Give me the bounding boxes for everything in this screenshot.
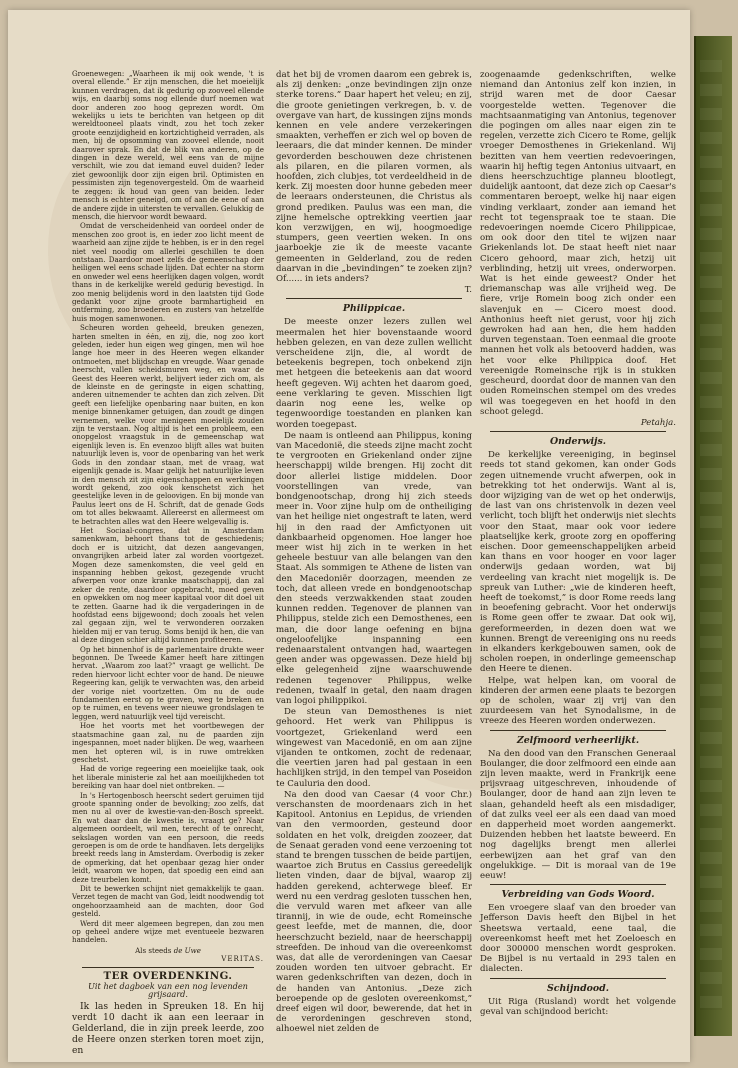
paragraph: De meeste onzer lezers zullen wel meermalen het hier bovenstaande woord hebben gelezen, en van deze zullen wellicht verscheidene zijn, die, al wordt de beteekenis begrepen, toch onbekend zijn met hetgeen die beteekenis aan dat woord heeft gegeven. Wij achten het daarom goed, eene verklaring te geven. Misschien ligt daarin nog eene les, welke op tegenwoordige toestanden en planken kan worden toegepast. [276,317,472,430]
paragraph: Het Sociaal-congres, dat in Amsterdam samenkwam, behoort thans tot de geschiedenis; doch er is uitzicht, dat dezen aangevangen, onvangrijken arbeid later zal worden voortgezet. Mogen deze samenkomsten, die veel geld en inspanning hebben gekost, gezegende vrucht afwerpen voor onze kranke maatschappij, dan zal zeker de rente, daardoor opgebracht, moed geven en opwekken om nog meer kapitaal voor dit doel uit te zetten. Gaarne had ik die vergaderingen in de hoofdstad eens bijgewoond; doch zooals het velen zal gegaan zijn, wel te verwonderen oorzaken hielden mij er van terug. Soms benijd ik hen, die van al deze dingen schier altijd kunnen profiteeren. [72,525,264,645]
paragraph: Omdat de verscheidenheid van oordeel onder de menschen zoo groot is, en ieder zoo licht meent de waarheid aan zijne zijde te hebben, is er in den regel niet veel noodig om allerlei geschillen te doen ontstaan. Daardoor moet zelfs de gemeenschap der heiligen wel eens schade lijden. Dat echter na storm en onweder wel eens heerlijken dagen volgen, wordt thans in de kerkelijke wereld gedurig bevestigd. In zoo menig belijdenis word in den laatsten tijd Gode gedankt voor zijne groote barmhartigheid en ontferming, zoo broederen en zusters van hetzelfde huis mogen samenwonen. [72,221,264,323]
paragraph: Dit te bewerken schijnt niet gemakkelijk te gaan. Verzet tegen de macht van God, leidt noodwendig tot ongehoorzaamheid aan de machten, door God gesteld. [72,884,264,919]
section-divider [490,730,666,731]
section-title-schijndood: Schijndood. [547,982,609,994]
section-title-zelfmoord: Zelfmoord verheerlijkt. [516,734,640,746]
section-title-philippicae: Philippicae. [342,303,406,315]
paragraph: Groenewegen: „Waarheen ik mij ook wende, 't is overal ellende.” Er zijn menschen, die het moeielijk kunnen verdragen, dat ik gedurig op zooveel ellende wijs, en daarbij soms nog ellende durf noemen wat door anderen zoo hoog geprezen wordt. Om wekelijks u iets te berichten van hetgeen op dit wereldtooneel plaats vindt, zou het toch zeker groote eenzijdigheid en kortzichtigheid verraden, als men, bij de opsomming van zooveel ellende, nooit daarover sprak. En dat de blik van anderen, op de dingen in deze wereld, wel eens van de mijne verschilt, wie zou dat iemand euvel duiden? Ieder ziet gewoonlijk door zijn eigen bril. Optimisten en pessimisten zijn tegenovergesteld. Om de waarheid te zeggen: ik houd van geen van beiden. Ieder mensch is echter geneigd, om of aan de eene of aan de andere zijde in uitersten te vervallen. Gelukkig de mensch, die hiervoor wordt bewaard. [72,69,264,221]
paragraph: Scheuren worden geheeld, breuken genezen, harten smelten in één, en zij, die, nog zoo kort geleden, ieder hun eigen weg gingen, men wil hoe lange hoe meer in des Heeren wegen elkander ontmoeten, met blijdschap en vreugde. Waar genade heerscht, vallen scheidsmuren weg, en waar de Geest des Heeren werkt, belijvert ieder zich om, als de kleinste en de geringste in eigen schatting, anderen uitnemender te achten dan zich zelven. Dit geeft een liefelijke openbaring naar buiten, en kon menige binnenkamer getuigen, dan zoudt ge dingen vernemen, welke voor menigeen moeielijk zouden zijn te verstaan. Nog altijd is het een probleem, een onopgelost vraagstuk in de gemeenschap wat eigenlijk leven is. En evenzoo blijft alles wat buiten natuurlijk leven is, voor de openbaring van het werk Gods in den zondaar staan, met de vraag, wat eigenlijk genade is. Maar gelijk het natuurlijke leven in den mensch zit zijn eigenschappen en werkingen wordt gekend, zoo ook kenschetst zich het geestelijke leven in de geloovigen. En bij monde van Paulus leert ons de H. Schrift, dat de genade Gods om tot alles bekwaamt. Allereerst en allermeest om te betrachten alles wat den Heere welgevallig is. [72,323,264,526]
paragraph: Ik las heden in Spreuken 18. En hij verdt 10 dacht ik aan een leeraar in Gelderland, die in zijn preek leerde, zoo de Heere onzen sterken toren moet zijn, en [72,1000,264,1056]
paragraph: Had de vorige regeering een moeielijke taak, ook het liberale ministerie zal het aan moeilijkheden tot bereiking van haar doel niet ontbreken. — [72,764,264,791]
paragraph: Na den dood van den Franschen Generaal Boulanger, die door zelfmoord een einde aan zijn leven maakte, werd in Frankrijk eene prijsvraag uitgeschreven, inhoudende of Boulanger, door de hand aan zijn leven te slaan, gehandeld heeft als een misdadiger, of dat zulks veel eer als een daad van moed en dapperheid moet worden aangemerkt. Duizenden hebben het laatste beweerd. En nog dagelijks brengt men allerlei eerbewijzen aan het graf van den ongelukkige. — Dit is moraal van de 19e eeuw! [480,748,676,882]
author-initial: T. [464,285,472,296]
letter-signature [72,947,264,964]
paragraph: Uit Riga (Rusland) wordt het volgende geval van schijndood bericht: [480,996,676,1017]
signature-name: VERITAS. [221,954,264,964]
section-divider [490,431,666,432]
paragraph: Na den dood van Caesar (4 voor Chr.) verschansten de moordenaars zich in het Kapitool. Antonius en Lepidus, de vrienden van den vermoorden, gesteund door soldaten en het volk, dreigden zoozeer, dat de Senaat geraden vond eene verzoening tot stand te brengen tusschen de beide partijen, waartoe zich Brutus en Cassius gereedelijk lieten vinden, daar de bijval, waarop zij hadden gerekend, achterwege bleef. Er werd nu een verdrag gesloten tusschen hen, die vervuld waren met afkeer van alle tirannij, in wie de oude, echt Romeinsche geest leefde, met de mannen, die, door heerschzucht bezield, naar de heerschappij streefden. De inhoud van die overeenkomst was, dat alle de verordeningen van Caesar zouden worden ten uitvoer gebracht. Er waren gedenkschriften van dezen, doch in de handen van Antonius. „Deze zich beroepende op de gesloten overeenkomst,” dreef eigen wil door, bewerende, dat het in de verordeningen geschreven stond, alhoewel niet zelden de [276,789,472,1035]
paragraph: De naam is ontleend aan Philippus, koning van Macedonië, die steeds zijne macht zocht te vergrooten en Griekenland onder zijne heerschappij wilde brengen. Hij zocht dit door allerlei listige middelen. Door voorstellingen van vrede, van bondgenootschap, drong hij zich steeds meer in. Voor zijne hulp om de ontheiliging van het heilige niet ongestraft te laten, werd hij in den raad der Amfictyonen uit dankbaarheid opgenomen. Hoe langer hoe meer wist hij zich in te werken in het geheele bestuur van alle belangen van den Staat. Als sommigen te Athene de listen van den Macedoniër doorzagen, meenden ze toch, dat alleen vrede en bondgenootschap den steeds verzwakkenden staat zouden kunnen redden. Tegenover de plannen van Philippus, stelde zich een Demosthenes, een man, die door lange oefening en bijna ongeloofelijke inspanning een redenaarstalent ontvangen had, waartegen geen ander was opgewassen. Deze hield bij elke gelegenheid zijne waarschuwende redenen tegenover Philippus, welke redenen, twaalf in getal, den naam dragen van logoi philippikoi. [276,430,472,706]
adjacent-page-texture [700,60,722,1010]
column-right [480,70,676,1017]
paragraph: dat het bij de vromen daarom een gebrek is, als zij denken: „onze bevindingen zijn onze sterke torens.” Daar hapert het veleu; en zij, die groote genietingen verkregen, b. v. de overgave van hart, de kussingen zijns monds kennen en vele andere verzekeringen smaakten, verheffen er zich wel op boven de leeraars, die dat minder kennen. De minder gevorderden beschouwen deze christenen als pilaren, en die pilaren vormen, als hoofden, zich clubjes, tot verdeeldheid in de kerk. Zij moesten door hunne gebeden meer de leeraars ondersteunen, die Christus als grond prediken. Paulus was een man, die zijne hemelsche optrekking veertien jaar kon verzwijgen, en wij, hoogmoedige stumpers, geen veertien weken. In ons jaarboekje zie ik de meeste vacante gemeenten in Gelderland, zou de reden daarvan in die „bevindingen” te zoeken zijn? Of...... in iets anders? [276,70,472,285]
section-subtitle: Uit het dagboek van een nog levenden grijsaard. [88,981,248,1000]
section-divider [490,978,666,979]
section-title-onderwijs: Onderwijs. [549,436,606,448]
paragraph: Helpe, wat helpen kan, om vooral de kinderen der armen eene plaats te bezorgen op de scholen, waar zij vrij van den zuurdeesem van het Synodalisme, in de vreeze des Heeren worden onderwezen. [480,675,676,727]
closing-suffix: de Uwe [173,945,201,955]
paragraph: De kerkelijke vereeniging, in beginsel reeds tot stand gekomen, kan onder Gods zegen uitnemende vrucht afwerpen, ook in betrekking tot het onderwijs. Want al is, door wijziging van de wet op het onderwijs, de last van ons christenvolk in dezen veel verlicht, toch blijft het onderwijs niet slechts voor den Staat, maar ook voor iedere plaatselijke kerk, groote zorg en opoffering eischen. Door gemeenschappelijken arbeid kan thans en voor hooger en voor lager onderwijs gedaan worden, wat bij verdeeling van kracht niet mogelijk is. De spreuk van Luther: „wie de kinderen heeft, heeft de toekomst,” is door Rome reeds lang in beoefening gebracht. Voor het onderwijs is Rome geen offer te zwaar. Dat ook wij, gereformeerden, in dezen doen wat we kunnen. Brengt de vereeniging ons nu reeds in elkanders kerkgebouwen samen, ook de scholen roepen, in onderlinge gemeenschap den Heere te dienen. [480,450,676,675]
closing-text: Als steeds [135,945,172,955]
paragraph: De steun van Demosthenes is niet gehoord. Het werk van Philippus is voortgezet, Griekenland werd een wingewest van Macedonië, en om aan zijne vijanden te ontkomen, zocht de redenaar, die veertien jaren had pal gestaan in een hachlijken strijd, in den tempel van Poseidon te Cauluria den dood. [276,707,473,789]
paragraph: zoogenaamde gedenkschriften, welke niemand dan Antonius zelf kon inzien, in strijd waren met de door Caesar voorgestelde wetten. Tegenover die machtsaanmatiging van Antonius, tegenover die pogingen om alles naar eigen zin te regelen, verzette zich Cicero te Rome, gelijk vroeger Demosthenes in Griekenland. Wij bezitten van hem veertien redevoeringen, waarin hij heftig tegen Antonius uitvaart, en diens heerschzuchtige planneu blootlegt, duidelijk aantoont, dat deze zich op Caesar's commentaren beroept, welke hij naar eigen vinding verklaart, zonder aan iemand het recht tot tegenspraak toe te staan. Die redevoeringen noemde Cicero Philippicae, om ook door den titel te wijzen naar Griekenlands lot. De staat heeft niet naar Cicero gehoord, maar zich, hetzij uit verblinding, hetzij uit vrees, onderworpen. Wat is het einde geweest? Onder het driemanschap was alle vrijheid weg. De fiere, vrije Romein boog zich onder een slavenjuk en — Cicero moest dood. Anthonius heeft niet gerust, voor hij zich gewroken had aan hen, die hem hadden durven tegenstaan. Toen eenmaal die groote mannen het volk als betooverd hadden, was het voor elke Philippica doof. Het vereenigde Romeinsche rijk is in stukken gescheurd, doordat door de mannen van den ouden Romeinschen stempel om des vredes wil was toegegeven en het hoofd in den schoot gelegd. [480,70,676,417]
paragraph: Hoe het voorts met het voortbewegen der staatsmachine gaan zal, nu de paarden zijn ingespannen, moet nader blijken. De weg, waarheen men het opteren wil, is in ruwe omtrekken geschetst. [72,721,264,764]
section-divider [490,884,666,885]
paragraph: Werd dit meer algemeen begrepen, dan zou men op geheel andere wijze met eventueele bezwaren handelen. [72,918,264,945]
paragraph: Op het binnenhof is de parlementaire drukte weer begonnen. De Tweede Kamer heeft hare zittingen hervat. „Waarom zoo laat?” vraagt ge wellicht. De reden hiervoor licht echter voor de hand. De nieuwe Regeering kan, gelijk te verwachten was, den arbeid der vorige niet voortzetten. Om nu de oude fundamenten eerst op te graven, weg te breken en op te ruimen, en tevens weer nieuwe grondslagen te leggen, werd natuurlijk veel tijd vereischt. [72,644,264,721]
section-divider [286,298,462,299]
section-title-overdenking: TER OVERDENKING. [103,969,233,982]
paragraph: In 's Hertogenbosch heerscht sedert geruimen tijd groote spanning onder de bevolking; zoo zelfs, dat men nu al over de kwestie-van-den-Bosch spreekt. En wat daar dan de kwestie is, vraagt ge? Naar algemeen oordeelt, wil men, terecht of te onrecht, sekslagen worden van een persoon, die reeds geroepen is om de orde te handhaven. Iets dergelijks breekt reeds lang in Amsterdam. Overbodig is zeker de opmerking, dat het openbaar gezag hier onder leidt, waarom we hopen, dat spoedig een eind aan deze treurbelen komt. [72,790,264,884]
section-divider [82,967,254,968]
paragraph: Een vroegere slaaf van den broeder van Jefferson Davis heeft den Bijbel in het Sheetswa vertaald, eene taal, die overeenkomst heeft met het Zoeloesch en door 300000 menschen wordt gesproken. De Bijbel is nu vertaald in 293 talen en dialecten. [480,903,676,975]
column-left [72,69,264,1056]
author-signature: Petahja. [640,417,676,428]
section-title-verbreiding: Verbreiding van Gods Woord. [501,889,655,901]
column-middle [276,70,473,1035]
